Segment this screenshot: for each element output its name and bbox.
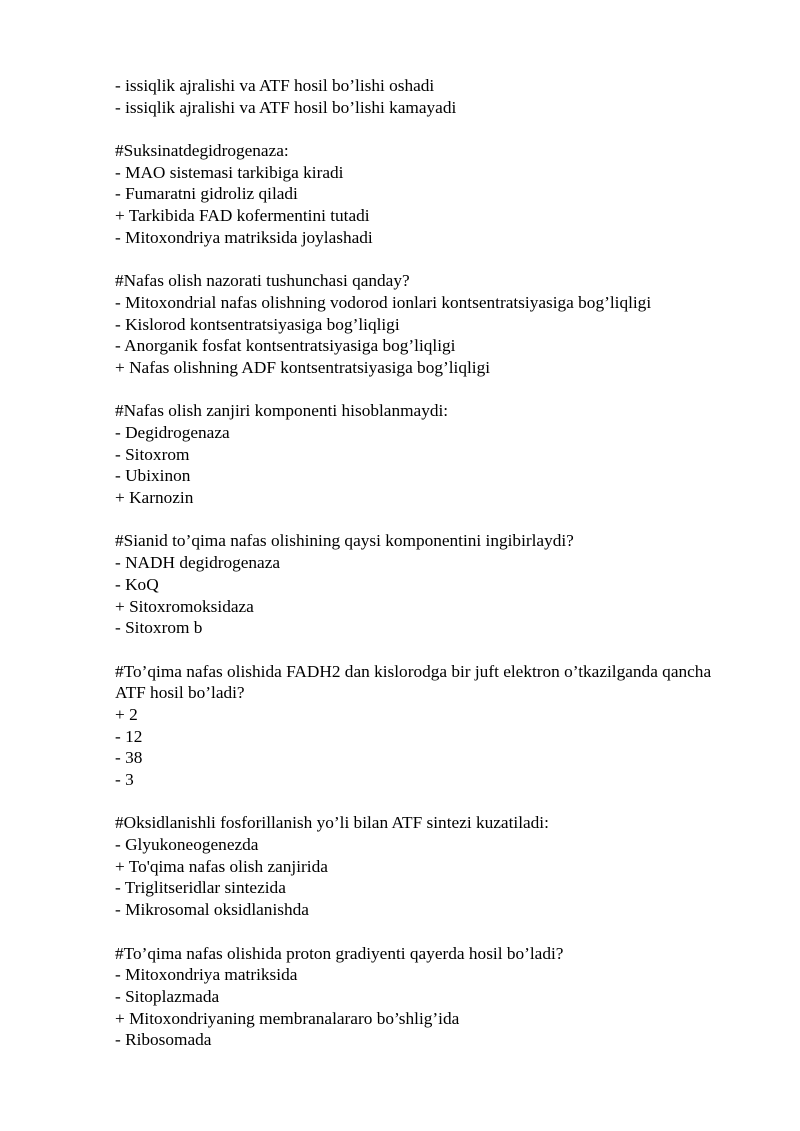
- answer-option: + Tarkibida FAD kofermentini tutadi: [115, 206, 370, 226]
- answer-option: - Mitoxondrial nafas olishning vodorod ionlari kontsentratsiyasiga bog’liqligi: [115, 292, 652, 312]
- question-block: [115, 812, 735, 920]
- answer-option: - Mikrosomal oksidlanishda: [115, 900, 309, 920]
- question-block: [115, 75, 735, 118]
- answer-option: - Sitoplazmada: [115, 986, 220, 1006]
- answer-option: - Degidrogenaza: [115, 423, 230, 442]
- answer-option: - Sitoxrom: [115, 444, 190, 464]
- answer-option: - issiqlik ajralishi va ATF hosil bo’lishi kamayadi: [115, 97, 457, 117]
- answer-option: - Ribosomada: [115, 1030, 212, 1050]
- question-block: [115, 943, 735, 1051]
- question-block: [115, 530, 735, 638]
- answer-option: - Mitoxondriya matriksida: [115, 965, 298, 985]
- question-block: [115, 270, 735, 378]
- answer-option: + Karnozin: [115, 488, 194, 508]
- answer-option: - Anorganik fosfat kontsentratsiyasiga bog’liqligi: [115, 336, 456, 356]
- answer-option: - Sitoxrom b: [115, 618, 203, 638]
- answer-option: - Kislorod kontsentratsiyasiga bog’liqligi: [115, 314, 400, 334]
- answer-option: - issiqlik ajralishi va ATF hosil bo’lishi oshadi: [115, 76, 435, 95]
- answer-option: - Ubixinon: [115, 466, 191, 486]
- question-block: [115, 140, 735, 248]
- answer-option: - 12: [115, 726, 143, 746]
- question-text: #Oksidlanishli fosforillanish yo’li bilan ATF sintezi kuzatiladi:: [115, 813, 549, 833]
- answer-option: - Mitoxondriya matriksida joylashadi: [115, 227, 373, 247]
- answer-option: + Sitoxromoksidaza: [115, 596, 254, 616]
- question-text: #Sianid to’qima nafas olishining qaysi komponentini ingibirlaydi?: [115, 531, 574, 551]
- answer-option: - NADH degidrogenaza: [115, 553, 281, 573]
- answer-option: - Fumaratni gidroliz qiladi: [115, 184, 298, 204]
- answer-option: + To'qima nafas olish zanjirida: [115, 856, 328, 876]
- answer-option: - 38: [115, 748, 143, 768]
- question-text: #Nafas olish nazorati tushunchasi qanday?: [115, 271, 410, 291]
- answer-option: + Nafas olishning ADF kontsentratsiyasiga bog’liqligi: [115, 357, 491, 377]
- answer-option: + Mitoxondriyaning membranalararo bo’shlig’ida: [115, 1008, 460, 1028]
- answer-option: - 3: [115, 770, 134, 790]
- document-page: [115, 75, 735, 1073]
- answer-option: - Glyukoneogenezda: [115, 835, 259, 855]
- question-block: [115, 661, 735, 791]
- question-text: #To’qima nafas olishida FADH2 dan kislorodga bir juft elektron o’tkazilganda qancha ATF hosil bo’ladi?: [115, 661, 712, 703]
- answer-option: - Triglitseridlar sintezida: [115, 878, 286, 898]
- question-text: #To’qima nafas olishida proton gradiyenti qayerda hosil bo’ladi?: [115, 943, 564, 963]
- question-block: [115, 400, 735, 508]
- question-text: #Nafas olish zanjiri komponenti hisoblanmaydi:: [115, 401, 449, 421]
- answer-option: + 2: [115, 704, 138, 724]
- question-text: #Suksinatdegidrogenaza:: [115, 141, 289, 161]
- answer-option: - MAO sistemasi tarkibiga kiradi: [115, 162, 344, 182]
- answer-option: - KoQ: [115, 574, 159, 594]
